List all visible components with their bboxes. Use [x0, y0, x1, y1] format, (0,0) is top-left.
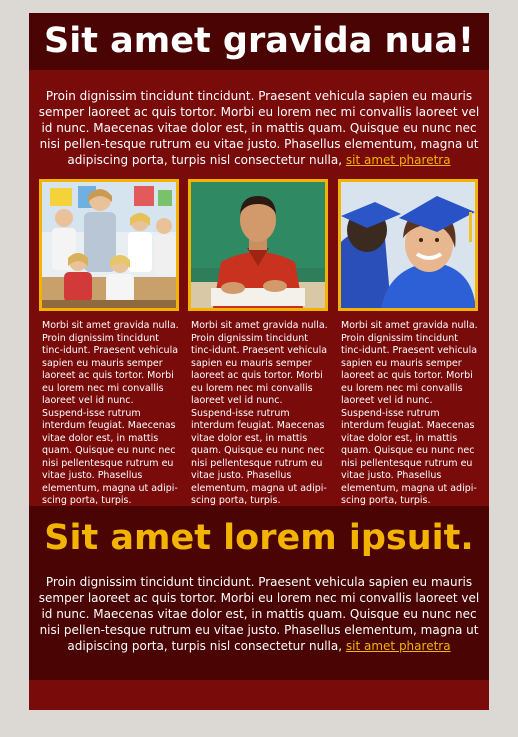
column-teacher: [188, 179, 328, 508]
column-text: Morbi sit amet gravida nulla. Proin dignissim tincidunt tinc-idunt. Praesent vehicula sapien eu mauris semper laoreet ac quis tortor. Morbi eu lorem nec mi convallis laoreet vel id nunc. Suspend-isse rutrum interdum feugiat. Maecenas vitae dolor est, in mattis quam. Quisque eu nunc nec nisi pellentesque rutrum eu vitae justo. Phasellus elementum, magna ut adipi-scing porta, turpis.: [341, 320, 478, 506]
column-classroom: [39, 179, 179, 508]
page-title: Sit amet gravida nua!: [44, 21, 474, 61]
section2-text: Proin dignissim tincidunt tincidunt. Praesent vehicula sapien eu mauris semper laoreet ac quis tortor. Morbi eu lorem nec mi convallis laoreet vel id nunc. Maecenas vitae dolor est, in mattis quam. Quisque eu nunc nec nisi pellen-tesque rutrum eu vitae justo. Phasellus elementum, magna ut adipiscing porta, turpis nisl consectetur nulla,: [38, 575, 480, 653]
teacher-photo: [188, 179, 328, 311]
column-text: Morbi sit amet gravida nulla. Proin dignissim tincidunt tinc-idunt. Praesent vehicula sapien eu mauris semper laoreet ac quis tortor. Morbi eu lorem nec mi convallis laoreet vel id nunc. Suspend-isse rutrum interdum feugiat. Maecenas vitae dolor est, in mattis quam. Quisque eu nunc nec nisi pellentesque rutrum eu vitae justo. Phasellus elementum, magna ut adipi-scing porta, turpis.: [42, 320, 179, 506]
column-text: Morbi sit amet gravida nulla. Proin dignissim tincidunt tinc-idunt. Praesent vehicula sapien eu mauris semper laoreet ac quis tortor. Morbi eu lorem nec mi convallis laoreet vel id nunc. Suspend-isse rutrum interdum feugiat. Maecenas vitae dolor est, in mattis quam. Quisque eu nunc nec nisi pellentesque rutrum eu vitae justo. Phasellus elementum, magna ut adipi-scing porta, turpis.: [191, 320, 328, 506]
section2-title: Sit amet lorem ipsuit.: [44, 518, 474, 558]
intro-paragraph: [35, 88, 483, 168]
intro-link[interactable]: sit amet pharetra: [345, 153, 451, 167]
section2-link[interactable]: sit amet pharetra: [345, 639, 451, 653]
intro-text: Proin dignissim tincidunt tincidunt. Praesent vehicula sapien eu mauris semper laoreet ac quis tortor. Morbi eu lorem nec mi convallis laoreet vel id nunc. Maecenas vitae dolor est, in mattis quam. Quisque eu nunc nec nisi pellen-tesque rutrum eu vitae justo. Phasellus elementum, magna ut adipiscing porta, turpis nisl consectetur nulla,: [38, 89, 480, 167]
column-graduate: [338, 179, 478, 508]
classroom-photo: [39, 179, 179, 311]
section2-paragraph: [35, 574, 483, 654]
newsletter-page: [29, 13, 489, 710]
graduate-photo: [338, 179, 478, 311]
